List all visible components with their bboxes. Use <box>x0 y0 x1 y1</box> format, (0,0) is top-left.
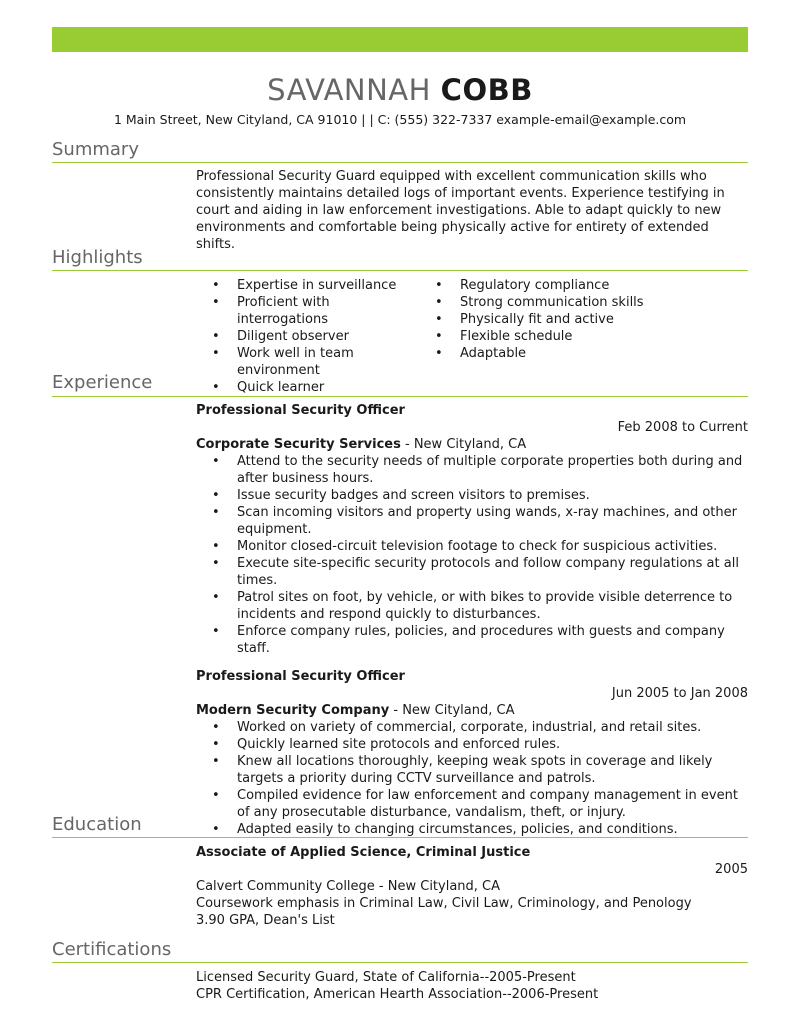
section-divider <box>52 162 748 163</box>
first-name: SAVANNAH <box>267 73 431 107</box>
summary-text: Professional Security Guard equipped with excellent communication skills who consistently maintains detailed logs of important events. Experience testifying in court and aiding in law enforcement investigations. Able to adapt quickly to new environments and comfortable being physically active for entirety of extended shifts. <box>196 169 725 252</box>
company-name: Modern Security Company <box>196 703 390 718</box>
list-item: • Adapted easily to changing circumstances, policies, and conditions. <box>212 822 678 837</box>
highlights-list-right <box>419 277 679 362</box>
section-title-summary: Summary <box>52 139 139 160</box>
list-item: • Quick learner <box>212 380 325 395</box>
degree: Associate of Applied Science, Criminal Justice <box>196 845 531 860</box>
section-title-highlights: Highlights <box>52 247 143 268</box>
section-divider <box>52 837 748 838</box>
job-title: Professional Security Officer <box>196 403 405 418</box>
summary-block <box>196 168 748 253</box>
highlights-list-left <box>196 277 418 396</box>
list-item: • Monitor closed-circuit television footage to check for suspicious activities. <box>212 539 718 554</box>
list-item: • Worked on variety of commercial, corporate, industrial, and retail sites. <box>212 720 702 735</box>
section-divider <box>52 962 748 963</box>
job-location: - New Cityland, CA <box>400 437 527 452</box>
list-item: • Scan incoming visitors and property using wands, x-ray machines, and other equipment. <box>212 505 737 537</box>
list-item: • Adaptable <box>435 346 527 361</box>
school: Calvert Community College - New Cityland, CA <box>196 879 501 894</box>
contact-line: 1 Main Street, New Cityland, CA 91010 | | C: (555) 322-7337 example-email@example.com <box>113 112 687 127</box>
job-duties <box>196 719 748 838</box>
gpa: 3.90 GPA, Dean's List <box>196 913 335 928</box>
list-item: • Work well in team environment <box>212 346 354 378</box>
candidate-name <box>0 70 800 110</box>
list-item: • Attend to the security needs of multiple corporate properties both during and after business hours. <box>212 454 743 486</box>
list-item: • Knew all locations thoroughly, keeping weak spots in coverage and likely targets a priority during CCTV surveillance and patrols. <box>212 754 713 786</box>
list-item: • Enforce company rules, policies, and procedures with guests and company staff. <box>212 624 725 656</box>
company-name: Corporate Security Services <box>196 437 401 452</box>
certifications-block <box>196 969 748 1003</box>
certification-item: Licensed Security Guard, State of California--2005-Present <box>196 970 576 985</box>
graduation-year: 2005 <box>714 862 748 877</box>
list-item: • Regulatory compliance <box>435 278 610 293</box>
list-item: • Expertise in surveillance <box>212 278 397 293</box>
list-item: • Execute site-specific security protocols and follow company regulations at all times. <box>212 556 739 588</box>
list-item: • Quickly learned site protocols and enforced rules. <box>212 737 561 752</box>
list-item: • Physically fit and active <box>435 312 614 327</box>
experience-block <box>196 402 748 838</box>
job-location: - New Cityland, CA <box>389 703 515 718</box>
job-entry <box>196 668 748 838</box>
list-item: • Strong communication skills <box>435 295 644 310</box>
job-employer <box>196 436 748 453</box>
job-employer <box>196 702 748 719</box>
coursework: Coursework emphasis in Criminal Law, Civil Law, Criminology, and Penology <box>196 896 692 911</box>
header-accent-bar <box>52 27 748 52</box>
list-item: • Diligent observer <box>212 329 349 344</box>
job-duties <box>196 453 748 657</box>
section-title-certifications: Certifications <box>52 939 172 960</box>
section-title-experience: Experience <box>52 372 153 393</box>
list-item: • Flexible schedule <box>435 329 573 344</box>
job-dates: Feb 2008 to Current <box>617 420 748 435</box>
last-name: COBB <box>440 73 533 107</box>
job-entry <box>196 402 748 657</box>
education-block <box>196 844 748 929</box>
list-item: • Patrol sites on foot, by vehicle, or with bikes to provide visible deterrence to incidents and respond quickly to disturbances. <box>212 590 733 622</box>
list-item: • Issue security badges and screen visitors to premises. <box>212 488 590 503</box>
job-title: Professional Security Officer <box>196 669 405 684</box>
job-dates: Jun 2005 to Jan 2008 <box>611 686 748 701</box>
section-divider <box>52 396 748 397</box>
list-item: • Compiled evidence for law enforcement and company management in event of any prosecutable disturbance, vandalism, theft, or injury. <box>212 788 738 820</box>
certification-item: CPR Certification, American Hearth Association--2006-Present <box>196 987 599 1002</box>
list-item: • Proficient with interrogations <box>212 295 330 327</box>
section-title-education: Education <box>52 814 142 835</box>
section-divider <box>52 270 748 271</box>
